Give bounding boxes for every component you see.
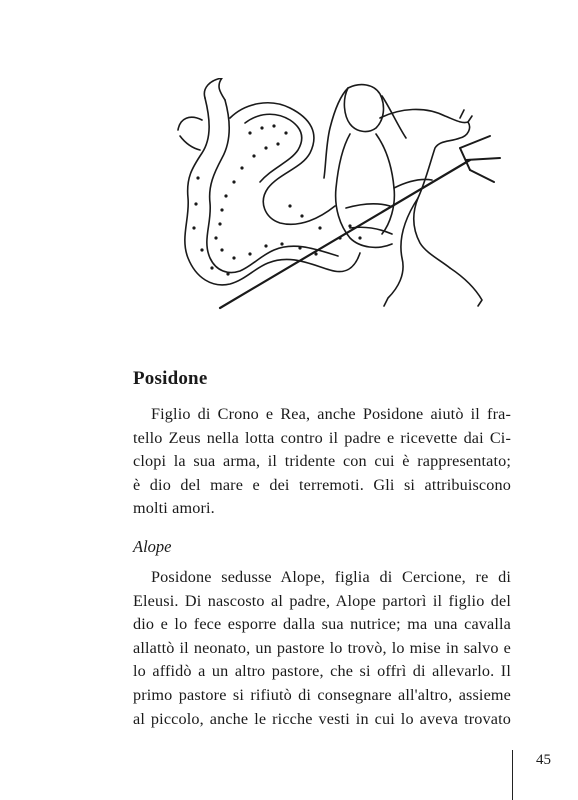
- intro-paragraph: [133, 403, 511, 521]
- alope-line: lo affidò a un altro pastore, che si offrì di allevarlo. Il: [133, 662, 511, 681]
- intro-line: molti amori.: [133, 499, 215, 518]
- intro-line: Figlio di Crono e Rea, anche Posidone aiutò il fra-: [151, 405, 511, 423]
- intro-line: tello Zeus nella lotta contro il padre e ricevette dai Ci-: [133, 428, 511, 447]
- alope-line: primo pastore si rifiutò di consegnare all'altro, assieme: [133, 685, 511, 704]
- intro-line: è dio del mare e dei terremoti. Gli si attribuiscono: [133, 475, 511, 494]
- alope-line: Eleusi. Di nascosto al padre, Alope partorì il figlio del: [133, 591, 511, 610]
- poseidon-hippocamp-illustration: [150, 78, 510, 333]
- alope-line: al piccolo, anche le ricche vesti in cui lo aveva trovato: [133, 709, 511, 728]
- intro-line: clopi la sua arma, il tridente con cui è rappresentato;: [133, 452, 511, 471]
- alope-paragraph: [133, 566, 511, 731]
- alope-line: allattò il neonato, un pastore lo trovò, lo mise in salvo e: [133, 638, 511, 657]
- subsection-heading: Alope: [133, 537, 172, 556]
- alope-line: Posidone sedusse Alope, figlia di Cercione, re di: [151, 568, 511, 586]
- section-title: Posidone: [133, 368, 208, 389]
- page-divider-rule: [512, 750, 513, 800]
- alope-line: dio e lo fece esporre dalla sua nutrice; ma una cavalla: [133, 615, 511, 634]
- page-number: 45: [536, 752, 551, 768]
